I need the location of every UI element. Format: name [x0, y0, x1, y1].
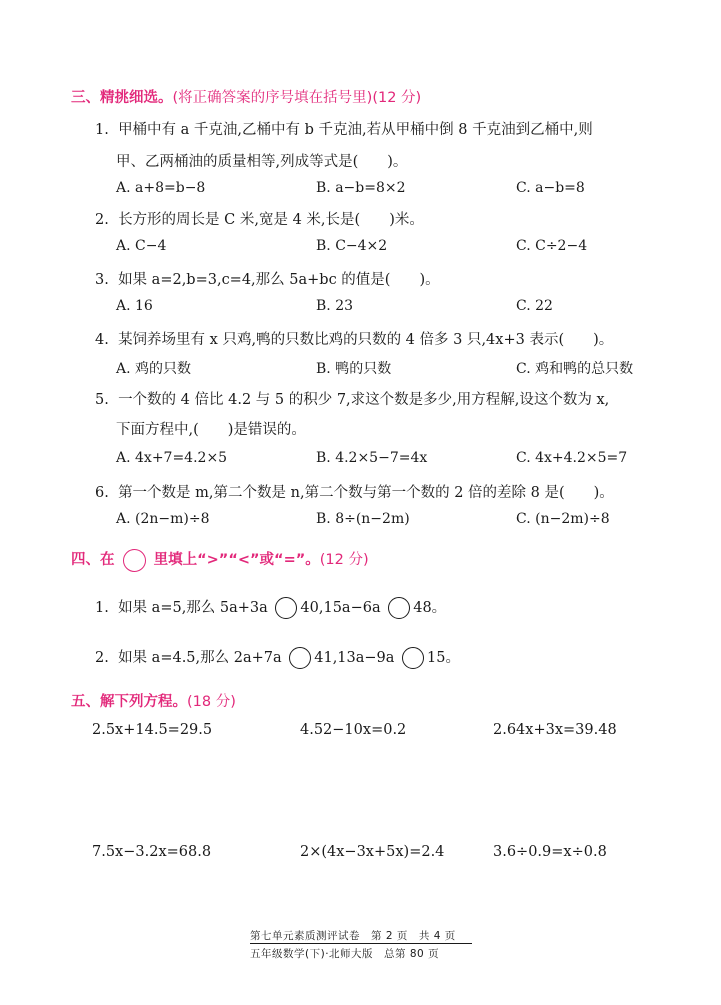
option-b[interactable]: B. a−b=8×2 [316, 180, 406, 196]
question-text: 如果 a=2,b=3,c=4,那么 5a+bc 的值是( )。 [118, 272, 440, 288]
equation-5: 2×(4x−3x+5x)=2.4 [300, 844, 445, 860]
compare-blank-circle[interactable] [388, 597, 410, 619]
question-number: 5. [95, 392, 109, 408]
question-3 [95, 268, 440, 289]
question-5-line-2: 下面方程中,( )是错误的。 [116, 422, 306, 438]
question-text: 甲桶中有 a 千克油,乙桶中有 b 千克油,若从甲桶中倒 8 千克油到乙桶中,则 [118, 122, 593, 138]
section-5-title: 五、解下列方程。 [71, 694, 187, 710]
equation-4: 7.5x−3.2x=68.8 [92, 844, 212, 860]
expression-text: 40,15a−6a [300, 600, 381, 616]
question-text: 第一个数是 m,第二个数是 n,第二个数与第一个数的 2 倍的差除 8 是( )。 [118, 485, 614, 501]
question-number: 6. [95, 485, 109, 501]
expression-text: 48。 [413, 600, 447, 616]
question-1-line-2: 甲、乙两桶油的质量相等,列成等式是( )。 [116, 154, 408, 170]
option-b[interactable]: B. C−4×2 [316, 238, 388, 254]
compare-question-1 [95, 596, 446, 619]
question-2 [95, 208, 424, 229]
question-text: 一个数的 4 倍比 4.2 与 5 的积少 7,求这个数是多少,用方程解,设这个数为 x, [118, 392, 610, 408]
section-4-title-b: 里填上“>”“<”或“=”。 [153, 552, 320, 568]
question-number: 1. [95, 122, 109, 138]
footer-line-1: 第七单元素质测评试卷 第 2 页 共 4 页 [250, 930, 456, 942]
section-5-heading [71, 690, 236, 711]
option-a[interactable]: A. (2n−m)÷8 [116, 511, 210, 527]
question-number: 3. [95, 272, 109, 288]
option-b[interactable]: B. 8÷(n−2m) [316, 511, 410, 527]
footer-divider [250, 943, 472, 944]
question-text: 某饲养场里有 x 只鸡,鸭的只数比鸡的只数的 4 倍多 3 只,4x+3 表示( )。 [118, 332, 614, 348]
expression-text: 15。 [427, 650, 460, 666]
section-3-note: (将正确答案的序号填在括号里) [172, 90, 373, 106]
option-a[interactable]: A. 4x+7=4.2×5 [116, 450, 228, 466]
section-4-title-a: 四、在 [71, 552, 115, 568]
option-a[interactable]: A. a+8=b−8 [116, 180, 206, 196]
option-a[interactable]: A. 鸡的只数 [116, 361, 192, 377]
section-3-heading [71, 86, 421, 107]
question-4 [95, 328, 613, 349]
question-1-line-1 [95, 118, 593, 139]
blank-circle-icon [123, 549, 146, 572]
question-number: 2. [95, 212, 109, 228]
equation-1: 2.5x+14.5=29.5 [92, 722, 213, 738]
equation-6: 3.6÷0.9=x÷0.8 [493, 844, 607, 860]
option-c[interactable]: C. a−b=8 [516, 180, 585, 196]
expression-text: 41,13a−9a [314, 650, 395, 666]
compare-blank-circle[interactable] [289, 647, 311, 669]
compare-blank-circle[interactable] [402, 647, 424, 669]
option-c[interactable]: C. 22 [516, 298, 553, 314]
section-3-title: 三、精挑细选。 [71, 90, 173, 106]
option-c[interactable]: C. C÷2−4 [516, 238, 588, 254]
expression-text: 如果 a=4.5,那么 2a+7a [118, 650, 282, 666]
question-number: 1. [95, 600, 109, 616]
question-number: 2. [95, 650, 109, 666]
option-a[interactable]: A. C−4 [116, 238, 167, 254]
compare-question-2 [95, 646, 460, 669]
option-c[interactable]: C. (n−2m)÷8 [516, 511, 610, 527]
option-c[interactable]: C. 4x+4.2×5=7 [516, 450, 628, 466]
expression-text: 如果 a=5,那么 5a+3a [118, 600, 268, 616]
question-number: 4. [95, 332, 109, 348]
section-4-heading [71, 548, 369, 572]
question-6 [95, 481, 614, 502]
question-5-line-1 [95, 388, 609, 409]
section-4-points: (12 分) [319, 552, 369, 568]
option-b[interactable]: B. 鸭的只数 [316, 361, 392, 377]
equation-3: 2.64x+3x=39.48 [493, 722, 617, 738]
footer-line-2: 五年级数学(下)·北师大版 总第 80 页 [250, 948, 440, 960]
option-a[interactable]: A. 16 [116, 298, 153, 314]
section-3-points: (12 分) [372, 90, 422, 106]
question-text: 长方形的周长是 C 米,宽是 4 米,长是( )米。 [118, 212, 424, 228]
section-5-points: (18 分) [187, 694, 236, 710]
option-b[interactable]: B. 4.2×5−7=4x [316, 450, 428, 466]
compare-blank-circle[interactable] [275, 597, 297, 619]
equation-2: 4.52−10x=0.2 [300, 722, 407, 738]
option-c[interactable]: C. 鸡和鸭的总只数 [516, 361, 634, 377]
option-b[interactable]: B. 23 [316, 298, 354, 314]
